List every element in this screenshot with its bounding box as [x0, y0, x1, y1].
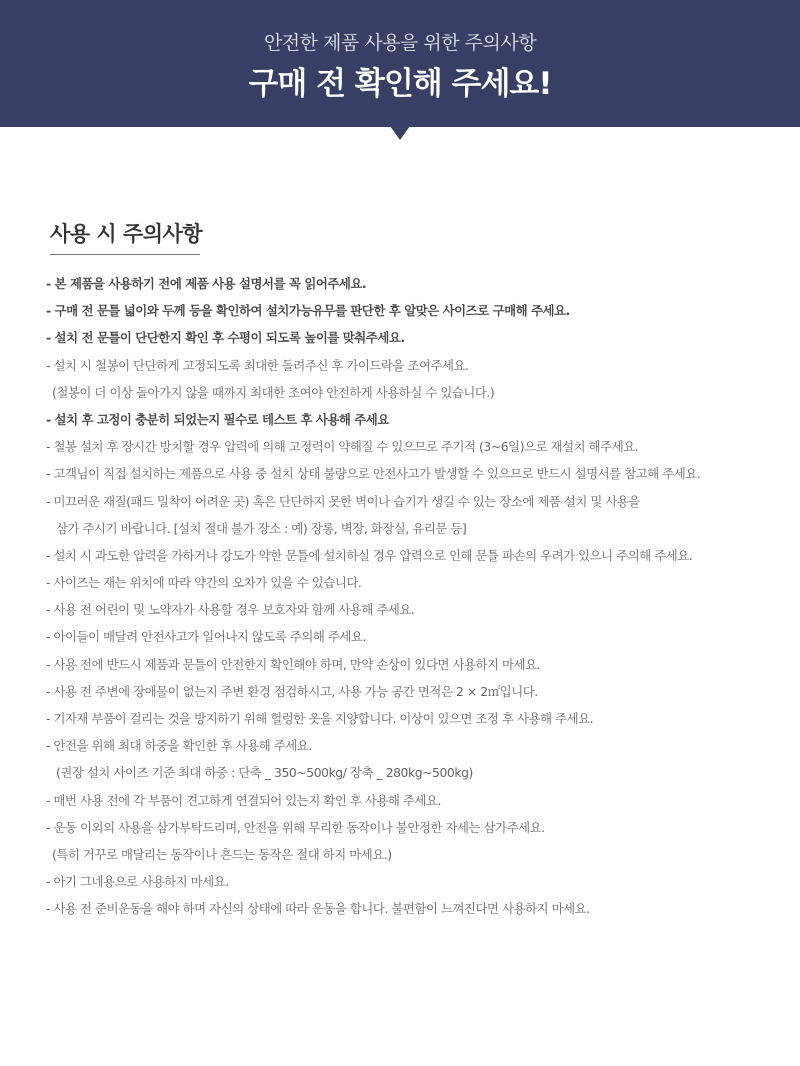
caution-item: - 설치 시 과도한 압력을 가하거나 강도가 약한 문틀에 설치하실 경우 압력으로 인해 문틀 파손의 우려가 있으니 주의해 주세요.	[46, 547, 693, 563]
section-underline	[50, 254, 200, 255]
caution-item: - 고객님이 직접 설치하는 제품으로 사용 중 설치 상태 불량으로 안전사고가 발생할 수 있으므로 반드시 설명서를 참고해 주세요.	[46, 466, 701, 482]
header-pointer-arrow	[390, 126, 410, 140]
caution-item: - 아기 그네용으로 사용하지 마세요.	[46, 874, 229, 890]
section-title: 사용 시 주의사항	[50, 222, 203, 246]
caution-item-note: (철봉이 더 이상 돌아가지 않을 때까지 최대한 조여야 안전하게 사용하실 수 있습니다.)	[52, 384, 495, 400]
caution-item: - 본 제품을 사용하기 전에 제품 사용 설명서를 꼭 읽어주세요.	[46, 276, 367, 291]
caution-item-note: (특히 거꾸로 매달리는 동작이나 흔드는 동작은 절대 하지 마세요.)	[52, 846, 392, 862]
caution-item: - 사용 전에 반드시 제품과 문틀이 안전한지 확인해야 하며, 만약 손상이 있다면 사용하지 마세요.	[46, 656, 541, 672]
caution-item: - 사용 전 준비운동을 해야 하며 자신의 상태에 따라 운동을 합니다. 불편함이 느껴진다면 사용하지 마세요.	[46, 901, 590, 917]
header-banner	[0, 0, 800, 127]
caution-item: - 미끄러운 재질(패드 밀착이 어려운 곳) 혹은 단단하지 못한 벽이나 습기가 생길 수 있는 장소에 제품 설치 및 사용을	[46, 493, 640, 509]
caution-item: - 사용 전 주변에 장애물이 없는지 주변 환경 점검하시고, 사용 가능 공간 면적은 2 × 2㎡입니다.	[46, 683, 538, 699]
caution-item: - 설치 전 문틀이 단단한지 확인 후 수평이 되도록 높이를 맞춰주세요.	[46, 330, 405, 346]
header-title: 구매 전 확인해 주세요!	[248, 66, 552, 102]
caution-item: - 철봉 설치 후 장시간 방치할 경우 압력에 의해 고정력이 약해질 수 있으므로 주기적 (3~6일)으로 재설치 해주세요.	[46, 439, 639, 455]
caution-item: - 사용 전 어린이 및 노약자가 사용할 경우 보호자와 함께 사용해 주세요.	[46, 602, 415, 618]
caution-item: - 운동 이외의 사용을 삼가부탁드리며, 안전을 위해 무리한 동작이나 불안정한 자세는 삼가주세요.	[46, 819, 545, 835]
caution-item: - 설치 후 고정이 충분히 되었는지 필수로 테스트 후 사용해 주세요	[46, 411, 389, 427]
caution-item: - 매번 사용 전에 각 부품이 견고하게 연결되어 있는지 확인 후 사용해 주세요.	[46, 792, 441, 808]
caution-item: - 설치 시 철봉이 단단하게 고정되도록 최대한 돌려주신 후 가이드락을 조여주세요.	[46, 357, 469, 373]
caution-item: - 사이즈는 재는 위치에 따라 약간의 오차가 있을 수 있습니다.	[46, 575, 362, 591]
caution-item: - 기자재 부품이 걸리는 것을 방지하기 위해 헐렁한 옷을 지양합니다. 이상이 있으면 조정 후 사용해 주세요.	[46, 711, 594, 726]
caution-item: - 구매 전 문틀 넓이와 두께 등을 확인하여 설치가능유무를 판단한 후 알맞은 사이즈로 구매해 주세요.	[46, 303, 570, 319]
caution-item-note: (권장 설치 사이즈 기준 최대 하중 : 단축 _ 350~500kg/ 장축 _ 280kg~500kg)	[56, 765, 473, 781]
caution-item-continued: 삼가 주시기 바랍니다. [설치 절대 불가 장소 : 예) 장롱, 벽장, 화장실, 유리문 등]	[56, 520, 467, 536]
caution-item: - 아이들이 매달려 안전사고가 일어나지 않도록 주의해 주세요.	[46, 629, 366, 645]
caution-item: - 안전을 위해 최대 하중을 확인한 후 사용해 주세요.	[46, 738, 312, 754]
header-subtitle: 안전한 제품 사용을 위한 주의사항	[263, 32, 537, 54]
caution-list	[46, 270, 786, 923]
